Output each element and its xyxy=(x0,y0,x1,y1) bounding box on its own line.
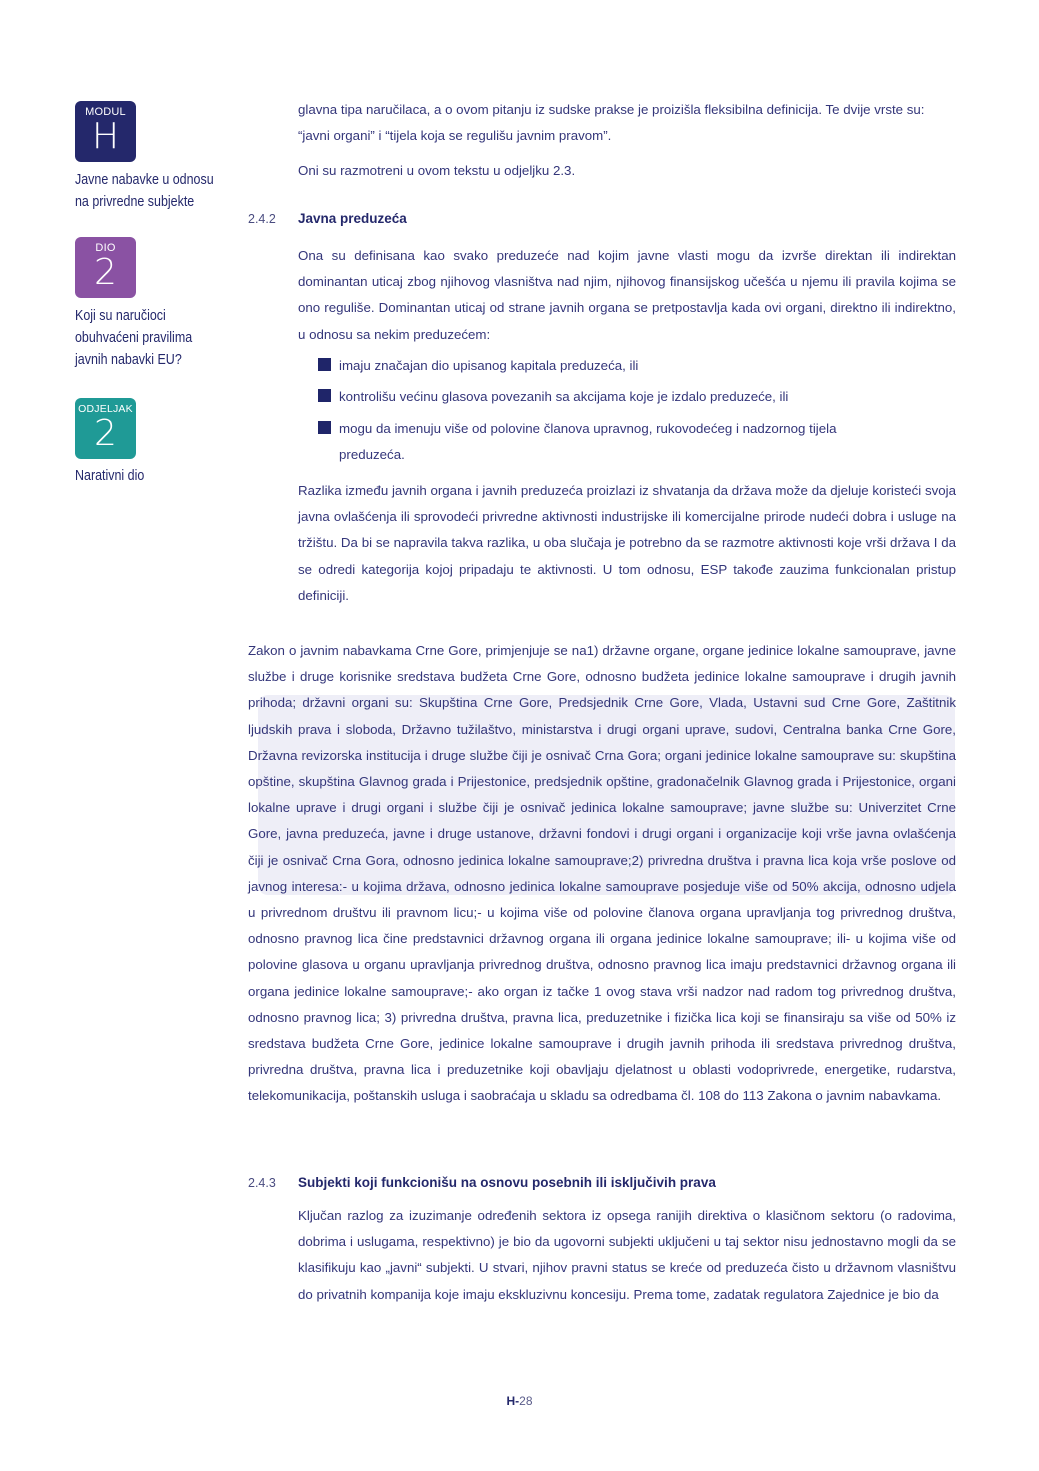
bullet-text: imaju značajan dio upisanog kapitala preduzeća, ili xyxy=(339,358,639,373)
bullet-item xyxy=(318,416,958,442)
odjeljak-badge-number: 2 xyxy=(94,413,117,454)
modul-badge-label: MODUL xyxy=(85,106,126,118)
page-number-value: 28 xyxy=(519,1394,533,1408)
odjeljak-title: Narativni dio xyxy=(75,468,145,484)
dio-badge xyxy=(75,237,136,298)
odjeljak-badge-label: ODJELJAK xyxy=(78,403,133,415)
modul-badge xyxy=(75,101,136,162)
dio-title-line3: javnih nabavki EU? xyxy=(75,352,182,368)
dio-badge-label: DIO xyxy=(95,242,116,254)
intro-line2: “javni organi” i “tijela koja se regulišu javnim pravom”. xyxy=(298,128,612,143)
square-bullet-icon xyxy=(318,358,331,371)
modul-title-line1: Javne nabavke u odnosu xyxy=(75,172,214,188)
section-242-number: 2.4.2 xyxy=(248,212,276,226)
modul-badge-letter: H xyxy=(91,116,120,157)
law-paragraph: Zakon o javnim nabavkama Crne Gore, primjenjuje se na1) državne organe, organe jedinice lokalne samouprave, javne službe i druge korisnike sredstava budžeta Crne Gore, odnosno budžeta jedinice lokalne samouprave i drugih javnih prihoda; državni organi su: Skupština Crne Gore, Predsjednik Crne Gore, Vlada, Ustavni sud Crne Gore, Zaštitnik ljudskih prava i sloboda, Državno tužilaštvo, ministarstva i drugi organi uprave, sudovi, Centralna banka Crne Gore, Državna revizorska institucija i druge službe čiji je osnivač Crna Gora; organi jedinice lokalne samouprave su: skupština opštine, skupština Glavnog grada i Prijestonice, predsjednik opštine, gradonačelnik Glavnog grada i Prijestonice, organi lokalne uprave i drugi organi i službe čiji je osnivač jedinica lokalne samouprave; javne službe su: Univerzitet Crne Gore, javna preduzeća, javne i druge ustanove, državni fondovi i drugi organi i organizacije koji vrše javna ovlašćenja čiji je osnivač Crna Gora, odnosno jedinica lokalne samouprave;2) privredna društva i pravna lica koja vrše poslove od javnog interesa:- u kojima država, odnosno jedinica lokalne samouprave posjeduje više od 50% akcija, odnosno udjela u privrednom društvu ili pravnom licu;- u kojima više od polovine članova organa upravljanja tog privrednog društva, odnosno pravnog lica čine predstavnici državnog organa ili organa jedinice lokalne samouprave; ili- u kojima više od polovine glasova u organu upravljanja privrednog društva, odnosno pravnog lica imaju predstavnici državnog organa ili organa jedinice lokalne samouprave;- ako organ iz tačke 1 ovog stava vrši nadzor nad radom tog privrednog društva, odnosno pravnog lica; 3) privredna društva, pravna lica, preduzetnike i fizička lica koji se finansiraju sa više od 50% iz sredstava budžeta Crne Gore, jedinice lokalne samouprave i drugih javnih prihoda ili sredstava privrednog društva, privredna društva, pravna lica i preduzetnike koji obavljaju djelatnost u oblasti vodoprivrede, energetike, rudarstva, telekomunikacija, poštanskih usluga i saobraćaja u skladu sa odredbama čl. 108 do 113 Zakona o javnim nabavkama. xyxy=(248,643,956,1104)
square-bullet-icon xyxy=(318,421,331,434)
page-number-prefix: H- xyxy=(506,1394,520,1408)
section-243-number: 2.4.3 xyxy=(248,1176,276,1190)
odjeljak-badge xyxy=(75,398,136,459)
dio-title xyxy=(75,305,221,371)
modul-title xyxy=(75,169,221,213)
bullet-text: kontrolišu većinu glasova povezanih sa akcijama koje je izdalo preduzeće, ili xyxy=(339,389,789,404)
dio-title-line1: Koji su naručioci xyxy=(75,308,166,324)
square-bullet-icon xyxy=(318,389,331,402)
section-243-title: Subjekti koji funkcionišu na osnovu posebnih ili isključivih prava xyxy=(298,1175,716,1190)
bullet-item xyxy=(318,384,958,410)
page-number xyxy=(0,1394,1039,1408)
intro-line1: glavna tipa naručilaca, a o ovom pitanju iz sudske prakse je proizišla fleksibilna definicija. Te dvije vrste su: xyxy=(298,102,925,117)
modul-title-line2: na privredne subjekte xyxy=(75,194,195,210)
bullet-continuation: preduzeća. xyxy=(339,447,405,462)
section-242-title: Javna preduzeća xyxy=(298,211,407,226)
dio-badge-number: 2 xyxy=(94,252,117,293)
section-243-paragraph-1: Ključan razlog za izuzimanje određenih sektora iz opsega ranijih direktiva o klasičnom sektoru (o radovima, dobrima i uslugama, respektivno) je bio da ugovorni subjekti uključeni u taj sektor nisu jednostavno mogli da se klasifikuju kao „javni“ subjekti. U stvari, njihov pravni status se kreće od preduzeća čisto u državnom vlasništvu do privatnih kompanija koje imaju ekskluzivnu koncesiju. Prema tome, zadatak regulatora Zajednice je bio da xyxy=(298,1208,956,1302)
bullet-item xyxy=(318,353,958,379)
dio-title-line2: obuhvaćeni pravilima xyxy=(75,330,193,346)
bullet-text: mogu da imenuju više od polovine članova upravnog, rukovodećeg i nadzornog tijela xyxy=(339,421,837,436)
section-242-paragraph-2: Razlika između javnih organa i javnih preduzeća proizlazi iz shvatanja da država može da djeluje koristeći svoja javna ovlašćenja ili sprovodeći privredne aktivnosti industrijske ili komercijalne prirode nudeći dobra i usluge na tržištu. Da bi se napravila takva razlika, u oba slučaja je potrebno da se razmotre aktivnosti koje vrši država I da se odredi kategorija kojoj pripadaju te aktivnosti. U tom odnosu, ESP takođe zauzima funkcionalan pristup definiciji. xyxy=(298,483,956,603)
section-242-paragraph-1: Ona su definisana kao svako preduzeće nad kojim javne vlasti mogu da izvrše direktan ili indirektan dominantan uticaj zbog njihovog vlasništva nad njim, njihovog finansijskog učešća u njemu ili pravila kojima se ono reguliše. Dominantan uticaj od strane javnih organa se pretpostavlja kada ovi organi, direktno ili indirektno, u odnosu sa nekim preduzećem: xyxy=(298,248,956,342)
intro-paragraph-2: Oni su razmotreni u ovom tekstu u odjeljku 2.3. xyxy=(298,163,576,178)
